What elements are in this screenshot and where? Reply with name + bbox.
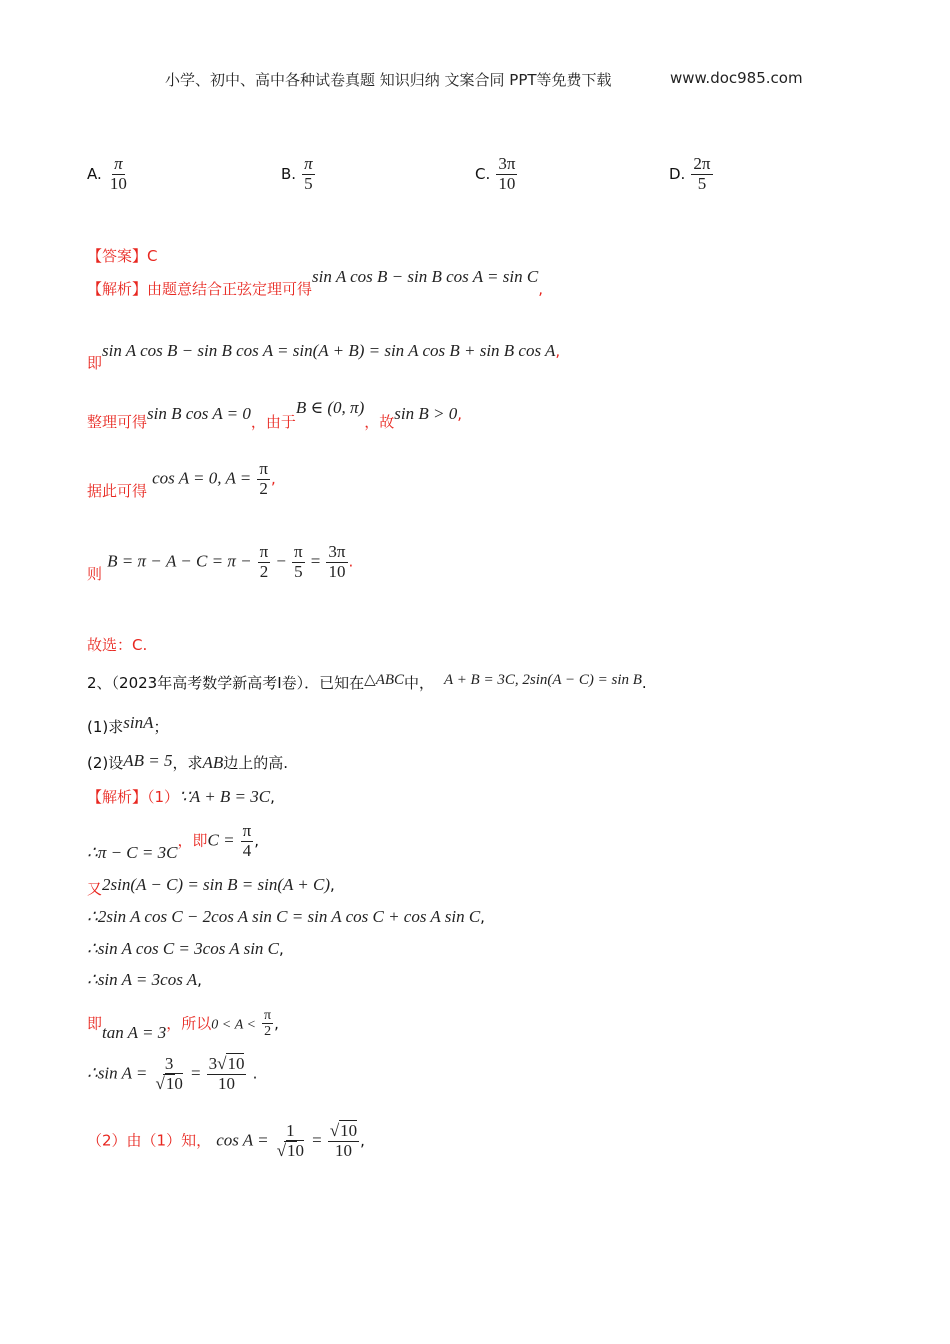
option-a[interactable]: A. $\frac{\pi}{10}$ (87, 154, 127, 193)
solution-line-7: 即tan A = 3，所以0 < A < $\frac{\pi}{2}$ , (87, 1008, 279, 1043)
option-b[interactable]: B. $\frac{\pi}{5}$ (281, 154, 313, 193)
question-2-part-2: (2)设AB = 5，求AB边上的高. (87, 751, 289, 772)
solution-part-2: （2）由（1）知， cos A = $\frac{1}{√10}$ = $\frac{√10}{10}$ , (87, 1121, 365, 1160)
header-text: 小学、初中、高中各种试卷真题 知识归纳 文案合同 PPT等免费下载 (165, 71, 612, 89)
analysis-line-5: 则 B = π − A − C = π − $\frac{\pi}{2}$ − $\frac{\pi}{5}$ = $\frac{3\pi}{10}$ . (87, 542, 354, 583)
solution-line-8: ∴sin A = $\frac{3}{√10}$ = $\frac{3√10}{10}$ . (87, 1054, 258, 1093)
page-header (165, 69, 612, 90)
solution-line-4: ∴2sin A cos C − 2cos A sin C = sin A cos C + cos A sin C, (87, 907, 485, 926)
conclusion: 故选：C. (87, 636, 148, 654)
answer-line: 【答案】C (87, 247, 158, 265)
analysis-line-3: 整理可得sin B cos A = 0，由于B ∈ (0, π)，故sin B > 0, (87, 398, 462, 431)
analysis-line-1: 【解析】由题意结合正弦定理可得sin A cos B − sin B cos A = sin C, (87, 267, 543, 298)
question-2-part-1: (1)求sinA； (87, 713, 169, 736)
solution-line-2: ∴π − C = 3C，即C = $\frac{\pi}{4}$ , (87, 821, 260, 862)
question-2-title: 2、（2023年高考数学新高考Ⅰ卷）．已知在△ABC中， A + B = 3C, 2sin(A − C) = sin B. (87, 672, 647, 692)
option-c[interactable]: C. $\frac{3\pi}{10}$ (475, 154, 516, 193)
analysis-line-2: 即sin A cos B − sin B cos A = sin(A + B) = sin A cos B + sin B cos A, (87, 341, 561, 372)
analysis-line-4: 据此可得 cos A = 0, A = $\frac{\pi}{2}$ , (87, 459, 276, 500)
solution-line-6: ∴sin A = 3cos A, (87, 970, 202, 989)
option-d[interactable]: D. $\frac{2\pi}{5}$ (669, 154, 711, 193)
solution-line-5: ∴sin A cos C = 3cos A sin C, (87, 939, 284, 958)
header-site[interactable]: www.doc985.com (670, 69, 803, 87)
solution-line-3: 又2sin(A − C) = sin B = sin(A + C), (87, 875, 335, 898)
solution-line-1: 【解析】（1）∵A + B = 3C, (87, 787, 275, 806)
